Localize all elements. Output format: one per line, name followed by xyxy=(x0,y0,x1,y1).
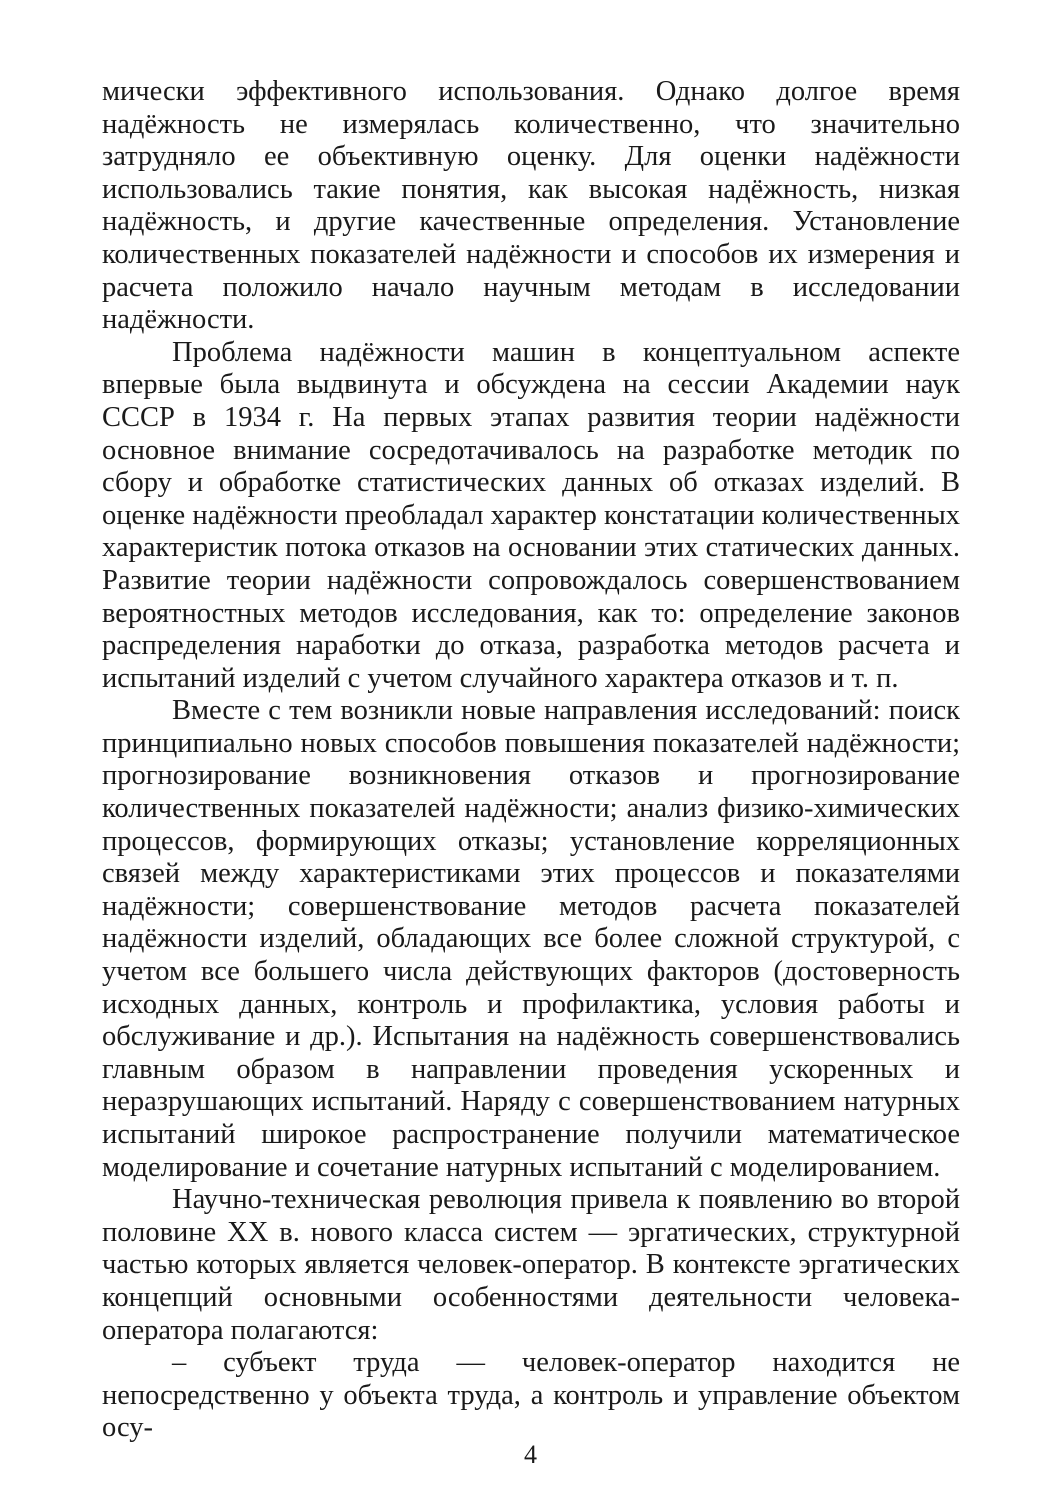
paragraph-1: мически эффективного использования. Однако долгое время надёжность не измерялась количественно, что значительно затрудняло ее объективную оценку. Для оценки надёжности использовались такие понятия, как высокая надёжность, низкая надёжность, и другие качественные определения. Установление количественных показателей надёжности и способов их измерения и расчета положило начало научным методам в исследовании надёжности. xyxy=(102,76,960,336)
paragraph-3: Вместе с тем возникли новые направления исследований: поиск принципиально новых способов повышения показателей надёжности; прогнозирование возникновения отказов и прогнозирование количественных показателей надёжности; анализ физико-химических процессов, формирующих отказы; установление корреляционных связей между характеристиками этих процессов и показателями надёжности; совершенствование методов расчета показателей надёжности изделий, обладающих все более сложной структурой, с учетом все большего числа действующих факторов (достоверность исходных данных, контроль и профилактика, условия работы и обслуживание и др.). Испытания на надёжность совершенствовались главным образом в направлении проведения ускоренных и неразрушающих испытаний. Наряду с совершенствованием натурных испытаний широкое распространение получили математическое моделирование и сочетание натурных испытаний с моделированием. xyxy=(102,695,960,1183)
paragraph-4: Научно-техническая революция привела к появлению во второй половине XX в. нового класса систем — эргатических, структурной частью которых является человек-оператор. В контексте эргатических концепций основными особенностями деятельности человека-оператора полагаются: xyxy=(102,1184,960,1346)
paragraph-5: – субъект труда — человек-оператор находится не непосредственно у объекта труда, а контроль и управление объектом осу- xyxy=(102,1347,960,1444)
body-text xyxy=(102,76,960,1445)
paragraph-2: Проблема надёжности машин в концептуальном аспекте впервые была выдвинута и обсуждена на сессии Академии наук СССР в 1934 г. На первых этапах развития теории надёжности основное внимание сосредотачивалось на разработке методик по сбору и обработке статистических данных об отказах изделий. В оценке надёжности преобладал характер констатации количественных характеристик потока отказов на основании этих статических данных. Развитие теории надёжности сопровождалось совершенствованием вероятностных методов исследования, как то: определение законов распределения наработки до отказа, разработка методов расчета и испытаний изделий с учетом случайного характера отказов и т. п. xyxy=(102,336,960,694)
page-number: 4 xyxy=(524,1440,537,1469)
